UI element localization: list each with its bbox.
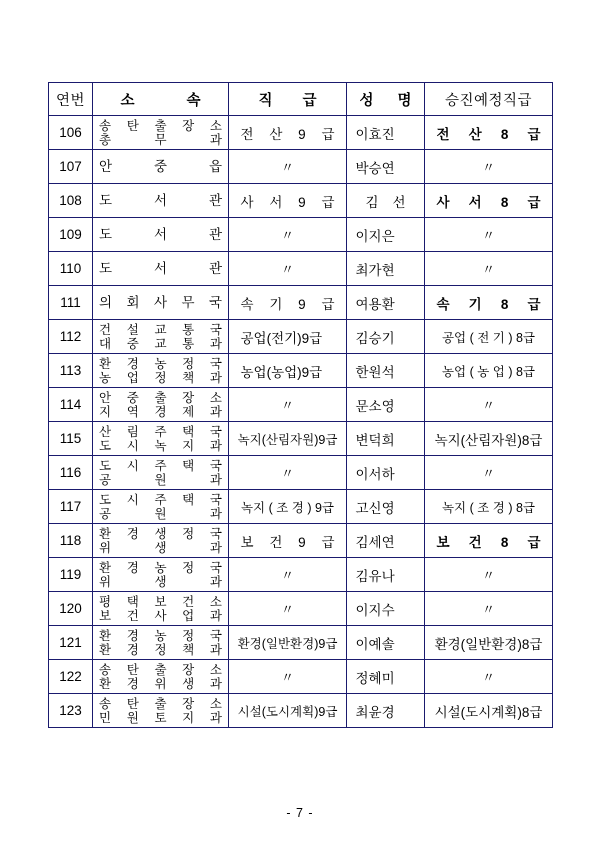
cell-name bbox=[347, 252, 425, 286]
department-line: 안 중 읍 bbox=[99, 158, 222, 174]
cell-department bbox=[93, 320, 229, 354]
table-row bbox=[49, 150, 553, 184]
cell-name bbox=[347, 388, 425, 422]
table-header-row bbox=[49, 83, 553, 116]
cell-department bbox=[93, 150, 229, 184]
department-line: 송 탄 출 장 소 bbox=[99, 662, 222, 677]
department-line: 환 경 농 정 국 bbox=[99, 356, 222, 371]
table-row bbox=[49, 490, 553, 524]
cell-grade bbox=[229, 524, 347, 558]
department-line: 지 역 경 제 과 bbox=[99, 404, 222, 419]
table-row bbox=[49, 218, 553, 252]
ditto-mark: 〃 bbox=[481, 568, 495, 583]
promotion-grade-text: 전 산 8 급 bbox=[436, 126, 541, 142]
person-name: 최윤경 bbox=[355, 704, 395, 720]
department-line: 환 경 농 정 국 bbox=[99, 560, 222, 575]
cell-number: 108 bbox=[49, 184, 93, 218]
grade-text: 보 건 9 급 bbox=[240, 534, 335, 550]
cell-number: 107 bbox=[49, 150, 93, 184]
department-line: 공 원 과 bbox=[99, 472, 222, 487]
cell-number: 122 bbox=[49, 660, 93, 694]
column-header-name: 성 명 bbox=[347, 83, 425, 116]
cell-grade bbox=[229, 354, 347, 388]
department-line: 총 무 과 bbox=[99, 132, 222, 147]
cell-department bbox=[93, 490, 229, 524]
grade-text: 환경(일반환경)9급 bbox=[237, 636, 338, 651]
cell-department bbox=[93, 524, 229, 558]
department-line: 공 원 과 bbox=[99, 506, 222, 521]
promotion-table bbox=[48, 82, 553, 728]
department-line: 산 림 주 택 국 bbox=[99, 424, 222, 439]
cell-department bbox=[93, 422, 229, 456]
cell-name bbox=[347, 626, 425, 660]
promotion-grade-text: 녹지(산림자원)8급 bbox=[434, 432, 543, 448]
person-name: 최가현 bbox=[355, 262, 395, 278]
cell-name bbox=[347, 422, 425, 456]
department-line: 송 탄 출 장 소 bbox=[99, 118, 222, 133]
cell-grade bbox=[229, 286, 347, 320]
ditto-mark: 〃 bbox=[280, 160, 294, 175]
cell-promotion-grade bbox=[425, 184, 553, 218]
table-body bbox=[49, 116, 553, 728]
cell-number: 111 bbox=[49, 286, 93, 320]
department-line: 환 경 생 정 국 bbox=[99, 526, 222, 541]
cell-name bbox=[347, 320, 425, 354]
table-row bbox=[49, 422, 553, 456]
cell-department bbox=[93, 218, 229, 252]
table-row bbox=[49, 694, 553, 728]
department-line: 위 생 과 bbox=[99, 540, 222, 555]
cell-number: 114 bbox=[49, 388, 93, 422]
cell-number: 120 bbox=[49, 592, 93, 626]
cell-promotion-grade bbox=[425, 456, 553, 490]
cell-name bbox=[347, 150, 425, 184]
page-number: - 7 - bbox=[286, 806, 314, 820]
cell-department bbox=[93, 354, 229, 388]
person-name: 정혜미 bbox=[355, 670, 395, 686]
cell-promotion-grade bbox=[425, 490, 553, 524]
column-header-promotion-grade: 승진예정직급 bbox=[425, 83, 553, 116]
cell-name bbox=[347, 490, 425, 524]
cell-number: 113 bbox=[49, 354, 93, 388]
cell-grade bbox=[229, 320, 347, 354]
ditto-mark: 〃 bbox=[280, 568, 294, 583]
cell-promotion-grade bbox=[425, 592, 553, 626]
cell-department bbox=[93, 286, 229, 320]
department-line: 도 시 주 택 국 bbox=[99, 458, 222, 473]
column-header-grade: 직 급 bbox=[229, 83, 347, 116]
grade-text: 사 서 9 급 bbox=[240, 194, 335, 210]
ditto-mark: 〃 bbox=[481, 670, 495, 685]
cell-number: 121 bbox=[49, 626, 93, 660]
department-line: 농 업 정 책 과 bbox=[99, 370, 222, 385]
cell-grade bbox=[229, 660, 347, 694]
cell-name bbox=[347, 116, 425, 150]
table-row bbox=[49, 592, 553, 626]
cell-name bbox=[347, 286, 425, 320]
cell-department bbox=[93, 388, 229, 422]
table-row bbox=[49, 388, 553, 422]
department-line: 도 시 녹 지 과 bbox=[99, 438, 222, 453]
grade-text: 농업(농업)9급 bbox=[240, 364, 323, 380]
person-name: 이예솔 bbox=[355, 636, 395, 652]
grade-text: 시설(도시계획)9급 bbox=[237, 704, 338, 719]
ditto-mark: 〃 bbox=[481, 398, 495, 413]
grade-text: 공업(전기)9급 bbox=[240, 330, 323, 346]
person-name: 고신영 bbox=[355, 500, 395, 516]
cell-number: 119 bbox=[49, 558, 93, 592]
department-line: 대 중 교 통 과 bbox=[99, 336, 222, 351]
cell-grade bbox=[229, 490, 347, 524]
cell-department bbox=[93, 184, 229, 218]
cell-promotion-grade bbox=[425, 150, 553, 184]
cell-department bbox=[93, 660, 229, 694]
cell-department bbox=[93, 592, 229, 626]
ditto-mark: 〃 bbox=[481, 262, 495, 277]
department-line: 안 중 출 장 소 bbox=[99, 390, 222, 405]
cell-grade bbox=[229, 558, 347, 592]
cell-number: 106 bbox=[49, 116, 93, 150]
cell-name bbox=[347, 524, 425, 558]
cell-name bbox=[347, 694, 425, 728]
promotion-grade-text: 녹지 ( 조 경 ) 8급 bbox=[441, 500, 536, 515]
ditto-mark: 〃 bbox=[280, 670, 294, 685]
cell-department bbox=[93, 456, 229, 490]
person-name: 문소영 bbox=[355, 398, 395, 414]
cell-grade bbox=[229, 694, 347, 728]
department-line: 환 경 위 생 과 bbox=[99, 676, 222, 691]
department-line: 도 시 주 택 국 bbox=[99, 492, 222, 507]
cell-name bbox=[347, 558, 425, 592]
ditto-mark: 〃 bbox=[481, 602, 495, 617]
department-line: 위 생 과 bbox=[99, 574, 222, 589]
cell-number: 123 bbox=[49, 694, 93, 728]
table-row bbox=[49, 626, 553, 660]
ditto-mark: 〃 bbox=[280, 262, 294, 277]
cell-grade bbox=[229, 422, 347, 456]
ditto-mark: 〃 bbox=[280, 466, 294, 481]
cell-grade bbox=[229, 388, 347, 422]
cell-department bbox=[93, 252, 229, 286]
promotion-grade-text: 농업 ( 농 업 ) 8급 bbox=[441, 364, 536, 379]
cell-grade bbox=[229, 184, 347, 218]
table-row bbox=[49, 524, 553, 558]
person-name: 이지은 bbox=[355, 228, 395, 244]
cell-department bbox=[93, 694, 229, 728]
ditto-mark: 〃 bbox=[280, 398, 294, 413]
cell-number: 115 bbox=[49, 422, 93, 456]
person-name: 변덕희 bbox=[355, 432, 395, 448]
cell-name bbox=[347, 456, 425, 490]
cell-grade bbox=[229, 116, 347, 150]
grade-text: 전 산 9 급 bbox=[240, 126, 335, 142]
table-header bbox=[49, 83, 553, 116]
promotion-grade-text: 보 건 8 급 bbox=[436, 534, 541, 550]
grade-text: 녹지 ( 조 경 ) 9급 bbox=[240, 500, 335, 515]
cell-number: 109 bbox=[49, 218, 93, 252]
table-row bbox=[49, 456, 553, 490]
cell-department bbox=[93, 626, 229, 660]
table-row bbox=[49, 116, 553, 150]
promotion-grade-text: 공업 ( 전 기 ) 8급 bbox=[441, 330, 536, 345]
department-line: 도 서 관 bbox=[99, 260, 222, 276]
cell-number: 112 bbox=[49, 320, 93, 354]
cell-promotion-grade bbox=[425, 252, 553, 286]
cell-promotion-grade bbox=[425, 558, 553, 592]
cell-grade bbox=[229, 218, 347, 252]
cell-name bbox=[347, 592, 425, 626]
cell-promotion-grade bbox=[425, 320, 553, 354]
ditto-mark: 〃 bbox=[481, 466, 495, 481]
cell-grade bbox=[229, 592, 347, 626]
department-line: 건 설 교 통 국 bbox=[99, 322, 222, 337]
grade-text: 속 기 9 급 bbox=[240, 296, 335, 312]
cell-department bbox=[93, 116, 229, 150]
person-name: 여용환 bbox=[355, 296, 395, 312]
ditto-mark: 〃 bbox=[280, 228, 294, 243]
person-name: 한원석 bbox=[355, 364, 395, 380]
grade-text: 녹지(산림자원)9급 bbox=[237, 432, 338, 447]
department-line: 도 서 관 bbox=[99, 226, 222, 242]
cell-number: 117 bbox=[49, 490, 93, 524]
department-line: 환 경 농 정 국 bbox=[99, 628, 222, 643]
department-line: 보 건 사 업 과 bbox=[99, 608, 222, 623]
department-line: 의 회 사 무 국 bbox=[99, 294, 222, 310]
department-line: 도 서 관 bbox=[99, 192, 222, 208]
promotion-table-container bbox=[48, 82, 552, 728]
cell-promotion-grade bbox=[425, 660, 553, 694]
cell-promotion-grade bbox=[425, 694, 553, 728]
person-name: 박승연 bbox=[355, 160, 395, 176]
cell-department bbox=[93, 558, 229, 592]
cell-number: 110 bbox=[49, 252, 93, 286]
table-row bbox=[49, 354, 553, 388]
department-line: 송 탄 출 장 소 bbox=[99, 696, 222, 711]
cell-name bbox=[347, 218, 425, 252]
table-row bbox=[49, 184, 553, 218]
ditto-mark: 〃 bbox=[481, 160, 495, 175]
cell-grade bbox=[229, 456, 347, 490]
promotion-grade-text: 시설(도시계획)8급 bbox=[434, 704, 543, 720]
cell-promotion-grade bbox=[425, 286, 553, 320]
ditto-mark: 〃 bbox=[280, 602, 294, 617]
person-name: 이서하 bbox=[355, 466, 395, 482]
column-header-department: 소 속 bbox=[93, 83, 229, 116]
promotion-grade-text: 환경(일반환경)8급 bbox=[434, 636, 543, 652]
person-name: 김승기 bbox=[355, 330, 395, 346]
department-line: 환 경 정 책 과 bbox=[99, 642, 222, 657]
cell-number: 116 bbox=[49, 456, 93, 490]
cell-promotion-grade bbox=[425, 388, 553, 422]
department-line: 민 원 토 지 과 bbox=[99, 710, 222, 725]
cell-promotion-grade bbox=[425, 422, 553, 456]
cell-number: 118 bbox=[49, 524, 93, 558]
table-row bbox=[49, 286, 553, 320]
person-name: 이지수 bbox=[355, 602, 395, 618]
cell-promotion-grade bbox=[425, 524, 553, 558]
cell-grade bbox=[229, 626, 347, 660]
cell-promotion-grade bbox=[425, 218, 553, 252]
table-row bbox=[49, 320, 553, 354]
table-row bbox=[49, 252, 553, 286]
column-header-number: 연번 bbox=[49, 83, 93, 116]
cell-name bbox=[347, 184, 425, 218]
cell-name bbox=[347, 660, 425, 694]
cell-promotion-grade bbox=[425, 626, 553, 660]
promotion-grade-text: 속 기 8 급 bbox=[436, 296, 541, 312]
promotion-grade-text: 사 서 8 급 bbox=[436, 194, 541, 210]
table-row bbox=[49, 660, 553, 694]
ditto-mark: 〃 bbox=[481, 228, 495, 243]
cell-grade bbox=[229, 252, 347, 286]
person-name: 김 선 bbox=[365, 194, 406, 210]
cell-name bbox=[347, 354, 425, 388]
person-name: 김세연 bbox=[355, 534, 395, 550]
department-line: 평 택 보 건 소 bbox=[99, 594, 222, 609]
person-name: 이효진 bbox=[355, 126, 395, 142]
person-name: 김유나 bbox=[355, 568, 395, 584]
cell-grade bbox=[229, 150, 347, 184]
table-row bbox=[49, 558, 553, 592]
cell-promotion-grade bbox=[425, 116, 553, 150]
cell-promotion-grade bbox=[425, 354, 553, 388]
